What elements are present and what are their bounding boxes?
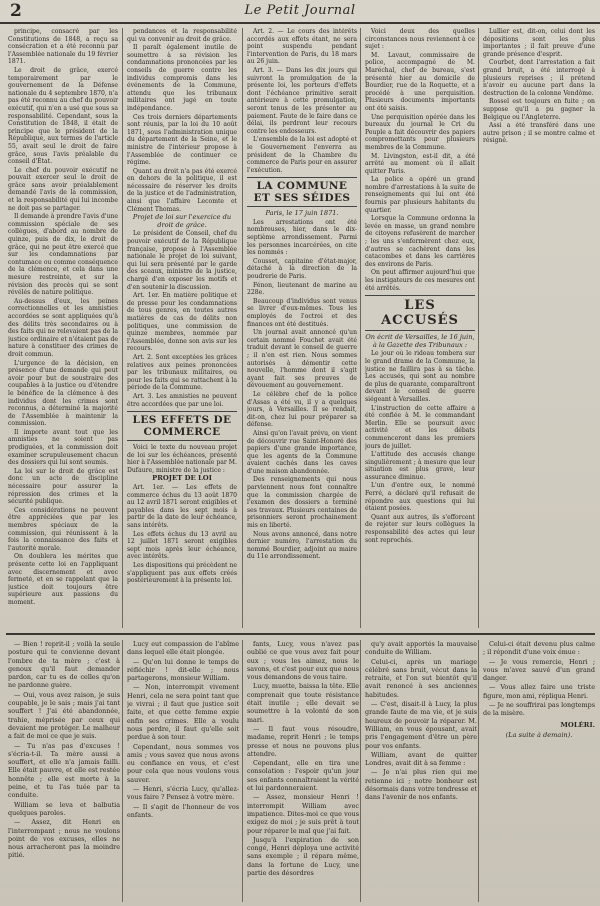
column-divider (360, 28, 361, 628)
paragraph: Rossel est toujours en fuite ; on suppose qu'il a pu gagner la Belgique ou l'Angleterre. (483, 98, 595, 121)
paragraph: Jusqu'à l'expiration de son congé, Henri déploya une activité sans exemple ; il répara même, dans la fortune de Lucy, une partie des désordres (247, 835, 359, 878)
paragraph: — Je n'ai plus rien qui me retienne ici ; notre bonheur est désormais dans votre tendresse et dans l'avenir de nos enfants. (365, 768, 477, 802)
section-title-commune: LA COMMUNE ET SES SÉIDES (247, 177, 357, 207)
paragraph: Art. 2. Sont exceptées les grâces relatives aux peines prononcées par les tribunaux militaires, ou pour les faits qui se rattachent à la période de la Commune. (127, 353, 237, 392)
paragraph: Cependant, elle en tira une consolation : l'espoir qu'un jour ses enfants connaîtraient la vérité et lui pardonneraient. (247, 759, 359, 793)
paragraph: — Non, interrompit vivement Henri, cela ne sera point tant que je vivrai ; il faut que justice soit faite, et que cette femme expie enfin ses crimes. Elle a voulu nous perdre, il faut qu'elle soit perdue à son tour. (127, 683, 239, 742)
paragraph: pendances et la responsabilité qui va convenir au droit de grâce. (127, 28, 237, 43)
projet-heading: PROJET DE LOI (152, 474, 212, 483)
paragraph: Courbet, dont l'arrestation a fait grand bruit, a été interrogé à plusieurs reprises ; il prétend n'avoir eu aucune part dans la destruction de la colonne Vendôme. (483, 59, 595, 97)
paragraph: — Tu n'as pas d'excuses ! s'écria-t-il. Ta mère aussi a souffert, et elle n'a jamais failli. Elle était pauvre, et elle est restée honnête ; elle est morte à la peine, et tu l'as tuée par ta conduite. (8, 741, 120, 800)
paragraph: Il paraît également inutile de soumettre à sa révision les condamnations prononcées par les conseils de guerre contre les individus compromis dans les événements de la Commune, attendu que les tribunaux militaires ont jugé en toute indépendance. (127, 44, 237, 112)
masthead (0, 0, 600, 24)
paragraph: Art. 3. Les amnisties ne peuvent être accordées que par une loi. (127, 392, 237, 408)
paragraph: L'ensemble de la loi est adopté et le Gouvernement l'enverra au président de la Chambre du commerce de Paris pour en assurer l'exécution. (247, 136, 357, 174)
paragraph: Lucy, muette, baissa la tête. Elle comprenait que toute résistance était inutile ; elle devait se soumettre à la volonté de son mari. (247, 682, 359, 724)
paragraph: Art. 1er. En matière politique et de presse pour les condamnations de tous genres, en toutes autres matières de cas de délits non politiques, une commission de quinze membres, nommée par l'Assemblée, donne son avis sur les recours. (127, 292, 237, 353)
article-column-4 (365, 28, 475, 630)
paragraph: Assi a été transféré dans une autre prison ; il se montre calme et résigné. (483, 122, 595, 145)
section-title-accuses: LES ACCUSÉS (365, 295, 475, 331)
paragraph: M. Livingston, est-il dit, a été arrêté au moment où il allait quitter Paris. (365, 152, 475, 175)
column-divider (478, 28, 479, 628)
paragraph: — Vous allez faire une triste figure, mon ami, répliqua Henri. (483, 683, 595, 700)
feuilleton-column-4 (365, 640, 477, 902)
feuilleton-divider-vertical (360, 640, 361, 902)
paragraph: L'un d'entre eux, le nommé Ferré, a déclaré qu'il refusait de répondre aux questions qui lui étaient posées. (365, 482, 475, 513)
paragraph: Quant au droit n'a pas été exercé en dehors de la politique, il est nécessaire de réserver les droits de la justice et de l'administration, ainsi que l'affaire Lecomte et Clément Thomas. (127, 167, 237, 213)
paragraph: — Qu'on lui donne le temps de réfléchir ! dit-elle ; nous partagerons, monsieur William. (127, 657, 239, 683)
paragraph: Le jour où le rideau tombera sur le grand drame de la Commune, la justice ne faillira pas à sa tâche. Les accusés, qui sont au nombre de plus de quarante, comparaîtront devant le conseil de guerre siégeant à Versailles. (365, 350, 475, 403)
paragraph: Fénon, lieutenant de marine au 228e. (247, 281, 357, 297)
article-column-5 (483, 28, 595, 630)
feuilleton-divider-vertical (478, 640, 479, 902)
subheading: Projet de loi sur l'exercice du droit de grâce. (132, 213, 232, 229)
paragraph: — Il faut vous résoudre, madame, reprit Henri ; le temps presse et nous ne pouvons plus attendre. (247, 724, 359, 758)
paragraph: L'urgence de la décision, en présence d'une demande qui peut avoir pour but de soustraire des coupables à la justice ou d'étendre le bénéfice de la clémence à des individus dont les crimes sont reconnus, a déterminé la majorité de l'Assemblée à maintenir la commission. (8, 359, 118, 428)
paragraph: L'instruction de cette affaire a été confiée à M. le commandant Merlin. Elle se poursuit avec activité et les débats commenceront dans les premiers jours de juillet. (365, 404, 475, 450)
paragraph: Les effets échus du 13 avril au 12 juillet 1871 seront exigibles sept mois après leur échéance, avec intérêts. (127, 530, 237, 561)
paragraph: Le président de Conseil, chef du pouvoir exécutif de la République française, propose à l'Assemblée nationale le projet de loi suivant, qui lui sera présenté par le garde des sceaux, ministre de la justice, chargé d'en exposer les motifs et d'en soutenir la discussion. (127, 230, 237, 291)
paragraph: Un journal avait annoncé qu'un certain nommé Fouchet avait été traduit devant le conseil de guerre ; il n'en est rien. Nous sommes autorisés à démentir cette nouvelle, l'homme dont il s'agit ayant fait ses preuves de dévouement au gouvernement. (247, 329, 357, 390)
paragraph: qu'y avait apportés la mauvaise conduite de William. (365, 640, 477, 657)
paragraph: Nous avons annoncé, dans notre dernier numéro, l'arrestation du nommé Bourdier, adjoint au maire du 11e arrondissement. (247, 530, 357, 561)
paragraph: On doublera les mérites que présente cette loi en l'appliquant avec discernement et avec fermeté, et en se rappelant que la justice doit toujours être supérieure aux passions du moment. (8, 553, 118, 606)
paragraph: On peut affirmer aujourd'hui que les instigateurs de ces mesures ont été arrêtés. (365, 269, 475, 292)
article-column-2 (127, 28, 237, 630)
paragraph: Art. 3. — Dans les dix jours qui suivront la promulgation de la présente loi, les porteurs d'effets dont l'échéance primitive serait antérieure à cette promulgation, seront tenus de les présenter au paiement. Faute de le faire dans ce délai, ils perdront leur recours contre les endosseurs. (247, 66, 357, 135)
paragraph: — Assez, dit Henri en l'interrompant ; nous ne voulons point de vos excuses, elles ne nous arracheront pas la moindre pitié. (8, 818, 120, 860)
article-column-1 (8, 28, 118, 630)
paragraph: Voici deux des quelles circonstances nous reviennent à ce sujet : (365, 28, 475, 51)
feuilleton-column-2 (127, 640, 239, 902)
paragraph: Voici le texte du nouveau projet de loi sur les échéances, présenté hier à l'Assemblée nationale par M. Dufaure, ministre de la justice : (127, 444, 237, 474)
paragraph: M. Lavaut, commissaire de police, accompagné de M. Maréchal, chef de bureau, s'est présenté hier au domicile de Bourdier, rue de la Roquette, et a procédé à une perquisition. Plusieurs documents importants ont été saisis. (365, 51, 475, 112)
paragraph: Une perquisition opérée dans les bureaux du journal le Cri du Peuple a fait découvrir des papiers compromettants pour plusieurs membres de la Commune. (365, 113, 475, 151)
paragraph: — Je ne souffrirai pas longtemps de la misère. (483, 701, 595, 718)
paragraph: La police a opéré un grand nombre d'arrestations à la suite de renseignements qui lui ont été fournis par plusieurs habitants du quartier. (365, 176, 475, 214)
paragraph: Les arrestations ont été nombreuses, hier, dans le dix-septième arrondissement. Parmi les personnes incarcérées, on cite les nommés : (247, 218, 357, 257)
paragraph: La loi sur le droit de grâce est donc un acte de discipline nécessaire pour assurer la répression des crimes et la sécurité publique. (8, 467, 118, 506)
to-be-continued: (La suite à demain). (505, 730, 573, 739)
paragraph: principe, consacré par les Constitutions de 1848, a reçu sa consécration et a été reconnu par l'Assemblée nationale du 19 février 1871. (8, 28, 118, 66)
paragraph: Celui-ci était devenu plus calme ; il répondit d'une voix émue : (483, 640, 595, 657)
paragraph: Lorsque la Commune ordonna la levée en masse, un grand nombre de citoyens refusèrent de marcher ; les uns s'enfermèrent chez eux, d'autres se cachèrent dans les catacombes et dans les carrières des environs de Paris. (365, 215, 475, 268)
paragraph: William se leva et balbutia quelques paroles. (8, 800, 120, 817)
paragraph: fants, Lucy, vous n'avez pas oublié ce que vous avez fait pour eux ; vous les aimez, nous le savons, et c'est pour eux que nous vous demandons de vous taire. (247, 640, 359, 682)
paragraph: — Je vous remercie, Henri ; vous m'avez sauvé d'un grand danger. (483, 657, 595, 683)
paragraph: L'attitude des accusés change singulièrement ; à mesure que leur situation est plus grave, leur assurance diminue. (365, 451, 475, 481)
feuilleton-divider (6, 633, 595, 635)
paragraph: Ces considérations ne peuvent être appréciées que par les membres spéciaux de la commission, qui réunissent à la fois la connaissance des faits et l'autorité morale. (8, 506, 118, 552)
column-divider (242, 28, 243, 628)
paragraph: Ces trois derniers départements sont réunis, par la loi du 10 août 1871, sous l'administration unique du département de la Seine, et le ministre de l'intérieur propose à l'Assemblée de continuer ce régime. (127, 113, 237, 167)
article-column-3 (247, 28, 357, 630)
paragraph: — Henri, s'écria Lucy, qu'allez-vous faire ? Pensez à votre mère. (127, 785, 239, 802)
paragraph: — Bien ! reprit-il ; voilà la seule posture qui te convienne devant l'ombre de ta mère ; c'est à genoux qu'il faut demander pardon, car tu es de celles qu'on ne pardonne guère. (8, 640, 120, 690)
paragraph: Au-dessus d'eux, les peines correctionnelles et les amnisties accordées se sont appliquées qu'à des délits très secondaires ou à des faits qui ne relevaient pas de la justice ordinaire et n'étaient pas de nature à constituer des crimes de droit commun. (8, 297, 118, 358)
paragraph: Le célèbre chef de la police d'Assas a été vu, il y a quelques jours, à Versailles. Il se rendait, dit-on, chez lui pour préparer sa défense. (247, 390, 357, 429)
paragraph: Le chef du pouvoir exécutif ne pouvait exercer seul le droit de grâce sans avoir préalablement demandé l'avis de la commission, et la responsabilité qui lui incombe ne doit pas se partager. (8, 166, 118, 212)
paragraph: Art. 2. — Le cours des intérêts accordés aux effets étant, ne sera point suspendu pendant l'intervention de Paris, du 18 mars au 26 juin. (247, 28, 357, 66)
paragraph: Quant aux autres, ils s'efforcent de rejeter sur leurs collègues la responsabilité des actes qui leur sont reprochés. (365, 513, 475, 544)
paragraph: Le droit de grâce, exercé temporairement par le gouvernement de la Défense nationale du 4 septembre 1870, n'a pas été reconnu au chef du pouvoir exécutif, qui n'en a usé que sous sa responsabilité. Cependant, sous la Constitution de 1848, il était de principe que le président de la République, aux termes de l'article 55, avait seul le droit de faire grâce, sous l'avis préalable du conseil d'État. (8, 66, 118, 166)
paragraph: Il importe avant tout que les amnisties ne soient pas prodiguées, et la commission doit examiner scrupuleusement chacun des dossiers qui lui sont soumis. (8, 428, 118, 467)
paragraph: Cependant, nous sommes vos amis ; vous savez que nous avons eu confiance en vous, et c'est pour cela que nous voulons vous sauver. (127, 742, 239, 784)
paragraph: Celui-ci, après un mariage célébré sans bruit, vécut dans la retraite, et l'on sut bientôt qu'il avait renoncé à ses anciennes habitudes. (365, 657, 477, 699)
journal-title: Le Petit Journal (244, 3, 356, 18)
feuilleton-column-5 (483, 640, 595, 902)
column-divider (122, 28, 123, 628)
feuilleton-column-1 (8, 640, 120, 902)
paragraph: Ainsi qu'on l'avait prévu, on vient de découvrir rue Saint-Honoré des papiers d'une grande importance, que les agents de la Commune avaient cachés dans les caves d'une maison abandonnée. (247, 429, 357, 475)
section-title-effets: LES EFFETS DE COMMERCE (127, 411, 237, 441)
paragraph: Lullier est, dit-on, celui dont les dépositions sont les plus importantes ; il fait preuve d'une grande présence d'esprit. (483, 28, 595, 58)
paragraph: — Assez, monsieur Henri ! interrompit William avec impatience. Dites-moi ce que vous exigez de moi ; je suis prêt à tout pour réparer le mal que j'ai fait. (247, 793, 359, 835)
page-number: 2 (10, 1, 22, 21)
paragraph: Les dispositions qui précèdent ne s'appliquent pas aux effets créés postérieurement à la présente loi. (127, 562, 237, 585)
feuilleton-divider-vertical (242, 640, 243, 902)
dateline: Paris, le 17 juin 1871. (265, 209, 339, 218)
paragraph: Cousset, capitaine d'état-major, détaché à la direction de la poudrerie de Paris. (247, 257, 357, 281)
feuilleton-divider-vertical (122, 640, 123, 902)
paragraph: Il demande à prendre l'avis d'une commission spéciale de ses collègues, d'abord au nombre de quinze, puis de dix, le droit de grâce, qui ne peut être exercé que sur les condamnations par contumace ou comme conséquence de la clémence, et cela dans une mesure restreinte, et sur la révision des procès qui se sont révélés de nature politique. (8, 213, 118, 297)
paragraph: Beaucoup d'individus sont venus se livrer d'eux-mêmes. Tous les employés de l'octroi et des finances ont été destitués. (247, 297, 357, 328)
feuilleton-column-3 (247, 640, 359, 902)
paragraph: — Il s'agit de l'honneur de vos enfants. (127, 802, 239, 819)
paragraph: — C'est, disait-il à Lucy, la plus grande faute de ma vie, et je suis heureux de pouvoir la réparer. M. William, en vous épousant, avait pris l'engagement d'être un père pour vos enfants. (365, 700, 477, 750)
paragraph: — Oui, vous avez raison, je suis coupable, je le sais ; mais j'ai tant souffert ! J'ai été abandonnée, trahie, méprisée par ceux qui devaient me protéger. Le malheur a fait de moi ce que je suis. (8, 690, 120, 741)
paragraph: Art. 1er. — Les effets de commerce échus du 13 août 1870 au 12 avril 1871 seront exigibles et payables dans les sept mois à partir de la date de leur échéance, sans intérêts. (127, 484, 237, 530)
paragraph: Lucy eut compassion de l'abîme dans lequel elle était plongée. (127, 640, 239, 657)
paragraph: Des renseignements qui nous parviennent nous font connaître que la commission chargée de l'examen des dossiers a terminé ses travaux. Plusieurs centaines de prisonniers seront prochainement mis en liberté. (247, 476, 357, 530)
author-signature: MOLÉRI. (560, 720, 595, 729)
paragraph: William, avant de quitter Londres, avait dit à sa femme : (365, 750, 477, 768)
subtitle: On écrit de Versailles, le 16 juin, à la Gazette des Tribunaux : (365, 333, 475, 349)
